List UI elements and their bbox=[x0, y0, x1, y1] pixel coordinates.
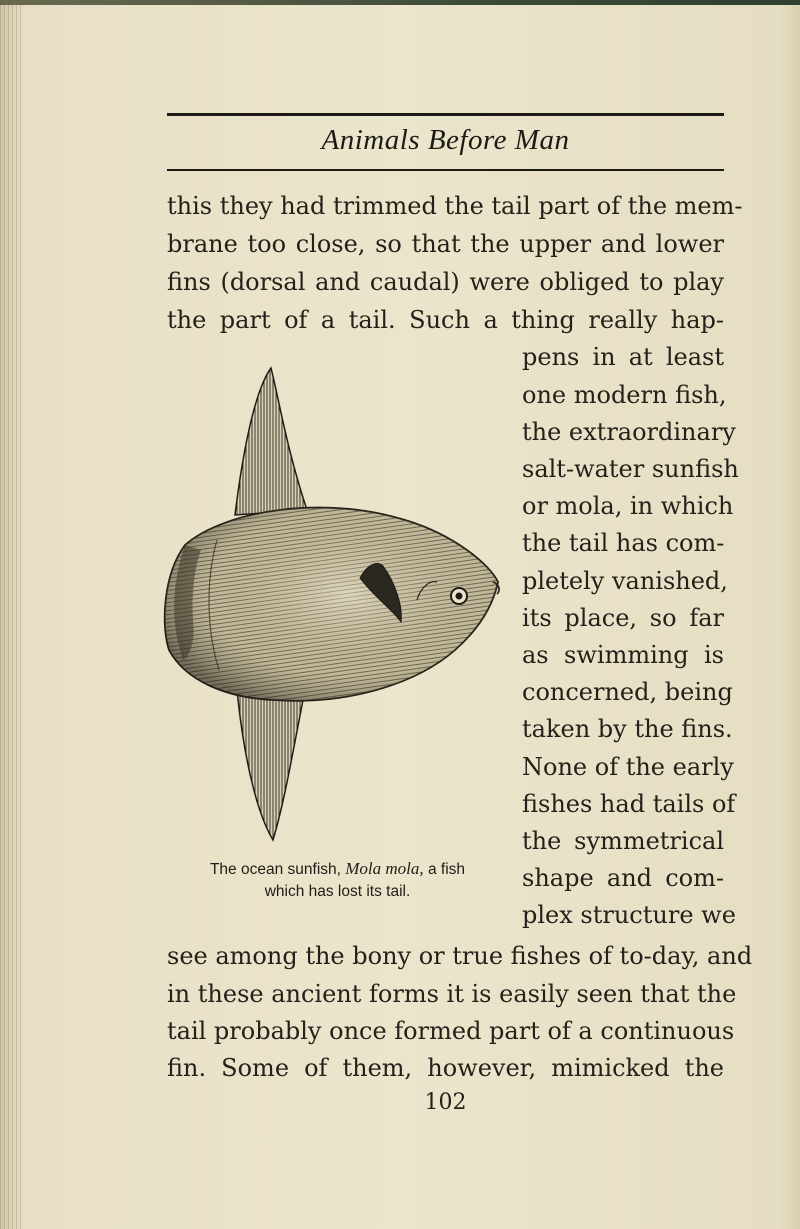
text-line: shape and com- bbox=[522, 864, 724, 892]
figure-caption bbox=[165, 858, 510, 903]
page-number: 102 bbox=[424, 1090, 467, 1115]
text-line: in these ancient forms it is easily seen that the bbox=[167, 980, 737, 1008]
text-line: taken by the fins. bbox=[522, 715, 733, 743]
page-top-edge bbox=[0, 0, 800, 5]
text-line: the part of a tail. Such a thing really hap- bbox=[167, 306, 724, 334]
header-rule-top bbox=[167, 113, 724, 116]
text-line: None of the early bbox=[522, 753, 734, 781]
text-line: brane too close, so that the upper and lower bbox=[167, 230, 724, 258]
caption-text: which has lost its tail. bbox=[264, 883, 411, 900]
header-rule-bottom bbox=[167, 169, 724, 171]
text-line: concerned, being bbox=[522, 678, 733, 706]
sunfish-illustration bbox=[155, 360, 515, 850]
text-line: pletely vanished, bbox=[522, 567, 728, 595]
text-line: the extraordinary bbox=[522, 418, 736, 446]
running-head: Animals Before Man bbox=[321, 124, 570, 156]
text-line: or mola, in which bbox=[522, 492, 734, 520]
text-line: this they had trimmed the tail part of the mem- bbox=[167, 192, 743, 220]
text-line: pens in at least bbox=[522, 343, 724, 371]
page-gutter bbox=[0, 0, 24, 1229]
caption-text: The ocean sunfish, bbox=[209, 861, 341, 878]
text-line: fins (dorsal and caudal) were obliged to play bbox=[167, 268, 724, 296]
text-line: salt-water sunfish bbox=[522, 455, 739, 483]
text-line: as swimming is bbox=[522, 641, 724, 669]
text-line: one modern fish, bbox=[522, 381, 727, 409]
text-line: see among the bony or true fishes of to-day, and bbox=[167, 942, 753, 970]
text-line: the symmetrical bbox=[522, 827, 724, 855]
text-line: tail probably once formed part of a continuous bbox=[167, 1017, 735, 1045]
caption-text: a fish bbox=[427, 861, 466, 878]
text-line: plex structure we bbox=[522, 901, 736, 929]
text-line: its place, so far bbox=[522, 604, 724, 632]
text-line: the tail has com- bbox=[522, 529, 725, 557]
text-line: fin. Some of them, however, mimicked the bbox=[167, 1054, 724, 1082]
caption-species: Mola mola, bbox=[345, 859, 424, 878]
text-line: fishes had tails of bbox=[522, 790, 736, 818]
